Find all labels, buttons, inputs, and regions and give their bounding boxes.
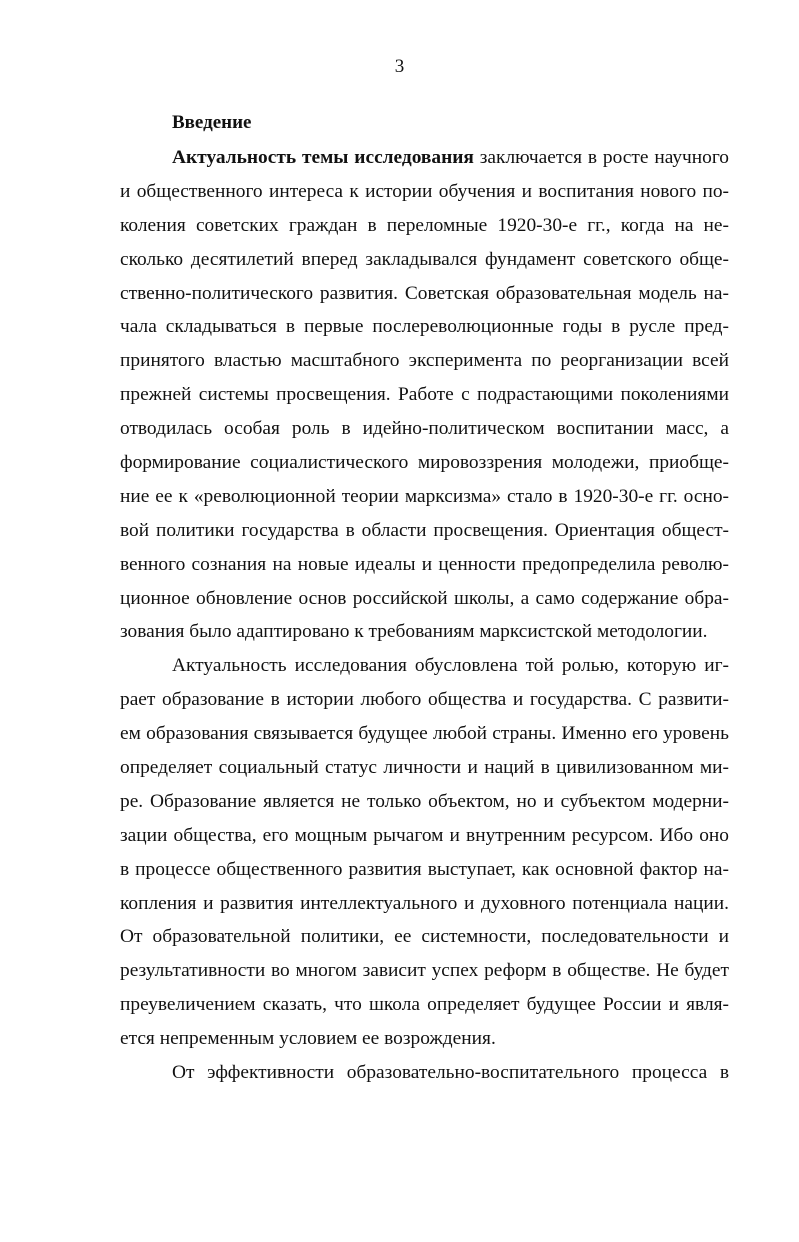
text-line: зования было адаптировано к требованиям марксистской методологии. [120,621,708,643]
text-line: результативности во многом зависит успех реформ в обществе. Не будет [120,960,729,982]
text-line: коления советских граждан в переломные 1920-30-е гг., когда на не- [120,214,729,236]
text-line: ре. Образование является не только объектом, но и субъектом модерни- [120,790,729,812]
text-line: копления и развития интеллектуального и духовного потенциала нации. [120,892,729,914]
text-line: сколько десятилетий вперед закладывался фундамент советского обще- [120,248,729,270]
text-line: От эффективности образовательно-воспитательного процесса в [172,1062,729,1084]
text-line: чала складываться в первые послереволюционные годы в русле пред- [120,316,729,338]
body-text [120,141,729,1090]
text-line: зации общества, его мощным рычагом и внутренним ресурсом. Ибо оно [120,824,729,846]
text-line: Актуальность темы исследования заключается в росте научного [172,147,729,168]
lead-bold-phrase: Актуальность темы исследования [172,147,474,168]
text-line: определяет социальный статус личности и наций в цивилизованном ми- [120,757,729,779]
text-line: принятого властью масштабного эксперимента по реорганизации всей [120,350,729,372]
text-line: вой политики государства в области просвещения. Ориентация общест- [120,519,729,541]
page-number: 3 [394,56,405,77]
text-line: Актуальность исследования обусловлена той ролью, которую иг- [172,655,729,677]
text-line: венного сознания на новые идеалы и ценности предопределила револю- [120,553,729,575]
text-line: От образовательной политики, ее системности, последовательности и [120,926,729,948]
text-line: рает образование в истории любого общества и государства. С развити- [120,689,729,711]
text-line: преувеличением сказать, что школа определяет будущее России и явля- [120,994,729,1016]
section-heading: Введение [172,112,252,133]
text-line: формирование социалистического мировоззрения молодежи, приобще- [120,452,729,474]
text-line: ционное обновление основ российской школы, а само содержание обра- [120,587,729,609]
text-line: ственно-политического развития. Советская образовательная модель на- [120,282,729,304]
text-line: и общественного интереса к истории обучения и воспитания нового по- [120,180,729,202]
text-line: ние ее к «революционной теории марксизма» стало в 1920-30-е гг. осно- [120,485,729,507]
text-line: прежней системы просвещения. Работе с подрастающими поколениями [120,384,729,406]
text-line: ем образования связывается будущее любой страны. Именно его уровень [120,723,729,745]
text-line: отводилась особая роль в идейно-политическом воспитании масс, а [120,418,729,440]
text-line: в процессе общественного развития выступает, как основной фактор на- [120,858,729,880]
text-line: ется непременным условием ее возрождения. [120,1028,496,1050]
